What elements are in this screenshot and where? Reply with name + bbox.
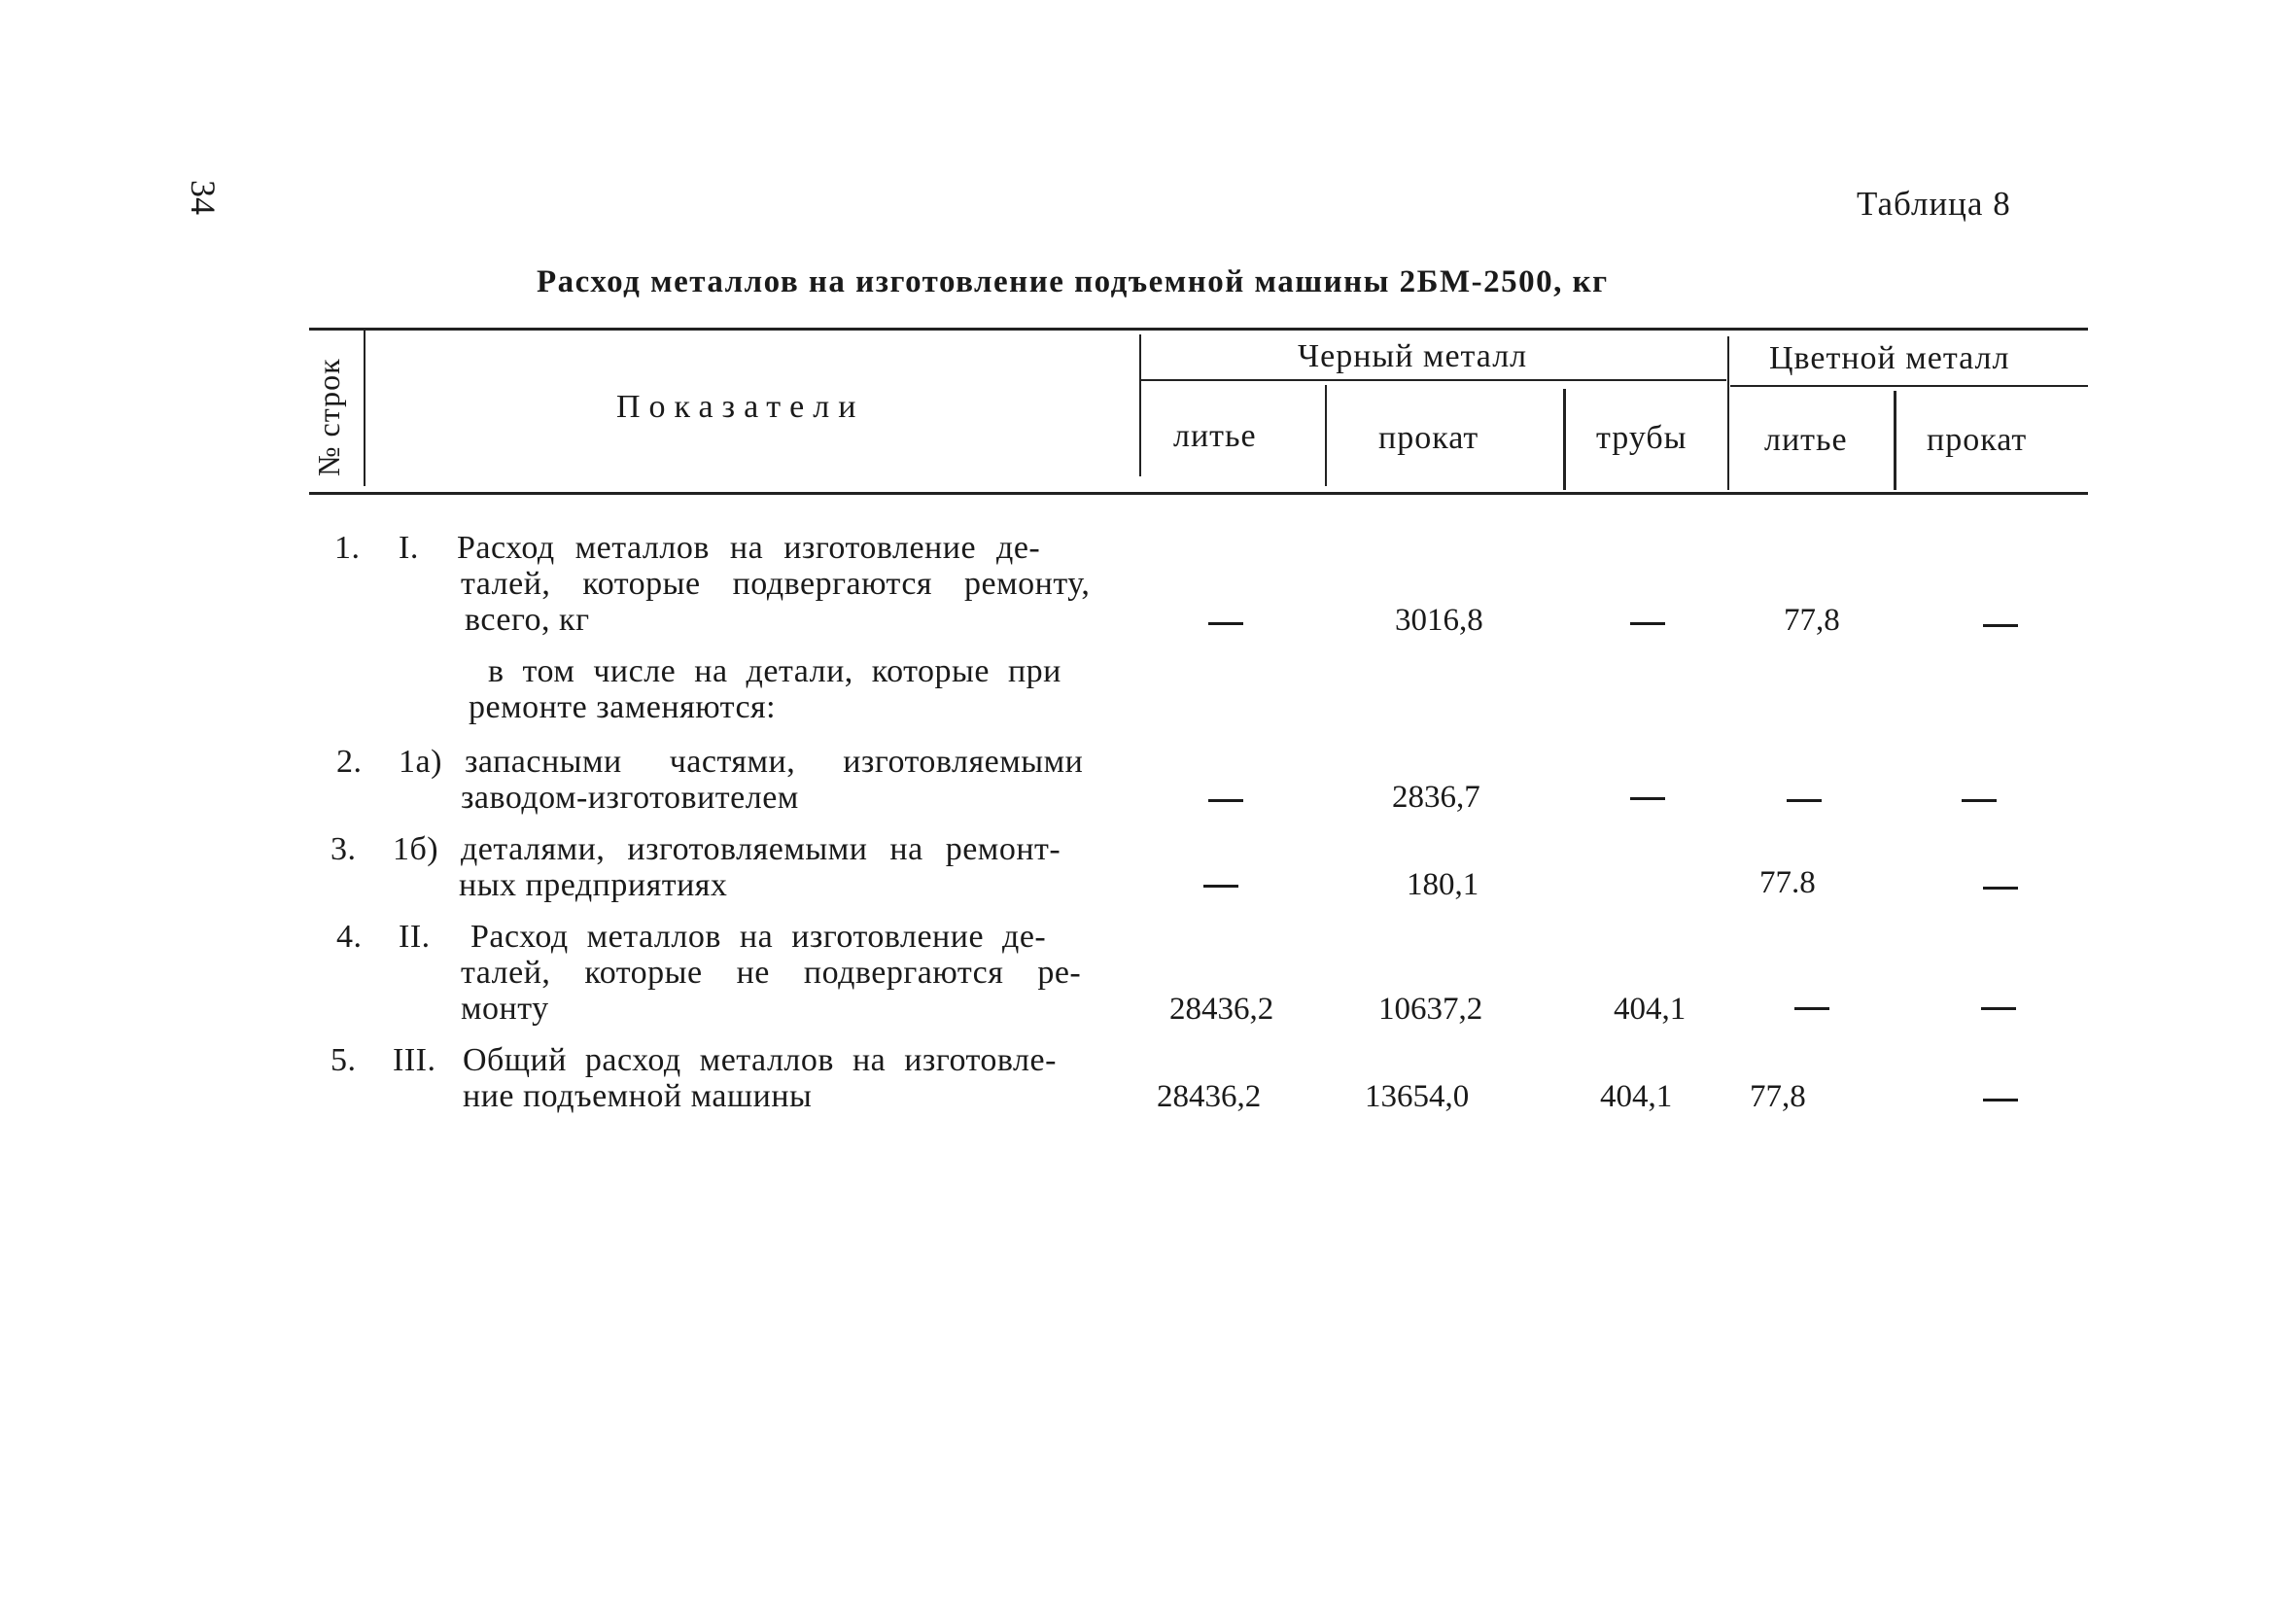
row-number-header: № строк: [311, 358, 346, 476]
row-1-code: I.: [399, 530, 419, 566]
row-3-number: 3.: [330, 831, 357, 867]
row-3-line-1: деталями, изготовляемыми на ремонт-: [461, 831, 1061, 867]
row-4-line-1: Расход металлов на изготовление де-: [470, 919, 1047, 955]
table-label: Таблица 8: [1857, 185, 2011, 223]
row-2-color-prokat-dash: [1962, 799, 1997, 802]
row-4-number: 4.: [336, 919, 363, 955]
row-1-black-truby-dash: [1630, 622, 1665, 625]
row-5-line-1: Общий расход металлов на изготовле-: [463, 1042, 1057, 1078]
row-4-color-prokat-dash: [1981, 1007, 2016, 1010]
subheader-black-truby: трубы: [1596, 420, 1687, 456]
row-3-color-prokat-dash: [1983, 887, 2018, 890]
divider-black-color: [1727, 336, 1729, 490]
row-1-line-1: Расход металлов на изготовление де-: [457, 530, 1041, 566]
row-4-line-2: талей, которые не подвергаются ре-: [461, 955, 1082, 991]
black-metal-header: Черный металл: [1298, 338, 1528, 374]
subheader-black-prokat: прокат: [1378, 420, 1479, 456]
divider-rowno: [364, 331, 365, 486]
row-2-number: 2.: [336, 744, 363, 780]
divider-lite-prokat: [1325, 385, 1327, 486]
row-4-black-lite: 28436,2: [1169, 992, 1274, 1027]
row-4-color-lite-dash: [1794, 1007, 1829, 1010]
row-2-color-lite-dash: [1787, 799, 1822, 802]
row-1-black-prokat: 3016,8: [1395, 603, 1483, 638]
row-5-black-lite: 28436,2: [1157, 1079, 1262, 1114]
color-metal-subrule: [1730, 385, 2088, 387]
row-3-code: 1б): [393, 831, 439, 867]
row-3-black-prokat: 180,1: [1407, 867, 1479, 902]
table-top-rule: [309, 328, 2088, 331]
divider-color-lite-prokat: [1894, 391, 1896, 490]
indicators-header: Показатели: [616, 389, 865, 425]
row-4-black-truby: 404,1: [1614, 992, 1687, 1027]
row-1-black-lite-dash: [1208, 622, 1243, 625]
divider-indicators: [1139, 334, 1141, 476]
subheader-color-lite: литье: [1764, 422, 1848, 458]
row-3-black-lite-dash: [1203, 885, 1238, 888]
row-5-color-prokat-dash: [1983, 1099, 2018, 1101]
row-1-color-lite: 77,8: [1784, 603, 1840, 638]
row-1-line-2: талей, которые подвергаются ремонту,: [461, 566, 1091, 602]
subheader-black-lite: литье: [1173, 418, 1257, 454]
row-4-black-prokat: 10637,2: [1378, 992, 1483, 1027]
row-1-line-3: всего, кг: [465, 602, 590, 638]
header-bottom-rule: [309, 492, 2088, 495]
row-4-code: II.: [399, 919, 431, 955]
row-2-black-prokat: 2836,7: [1392, 780, 1480, 815]
row-1-color-prokat-dash: [1983, 624, 2018, 627]
row-5-code: III.: [393, 1042, 436, 1078]
row-2-code: 1а): [399, 744, 442, 780]
row-sub-line-1: в том числе на детали, которые при: [488, 653, 1061, 689]
row-3-line-2: ных предприятиях: [459, 867, 728, 903]
row-sub-line-2: ремонте заменяются:: [469, 689, 777, 725]
row-5-number: 5.: [330, 1042, 357, 1078]
color-metal-header: Цветной металл: [1769, 340, 2010, 376]
row-1-number: 1.: [334, 530, 361, 566]
row-5-line-2: ние подъемной машины: [463, 1078, 813, 1114]
table-title: Расход металлов на изготовление подъемной машины 2БМ-2500, кг: [537, 264, 1609, 299]
row-3-color-lite: 77.8: [1759, 865, 1816, 900]
row-2-black-truby-dash: [1630, 797, 1665, 800]
row-5-black-prokat: 13654,0: [1365, 1079, 1470, 1114]
row-2-line-2: заводом-изготовителем: [461, 780, 799, 816]
row-5-black-truby: 404,1: [1600, 1079, 1673, 1114]
row-2-black-lite-dash: [1208, 799, 1243, 802]
subheader-color-prokat: прокат: [1927, 422, 2028, 458]
divider-prokat-truby: [1563, 389, 1566, 490]
row-4-line-3: монту: [461, 991, 549, 1027]
page-number: 34: [184, 180, 223, 215]
row-5-color-lite: 77,8: [1750, 1079, 1806, 1114]
row-2-line-1: запасными частями, изготовляемыми: [465, 744, 1084, 780]
black-metal-subrule: [1139, 379, 1726, 381]
